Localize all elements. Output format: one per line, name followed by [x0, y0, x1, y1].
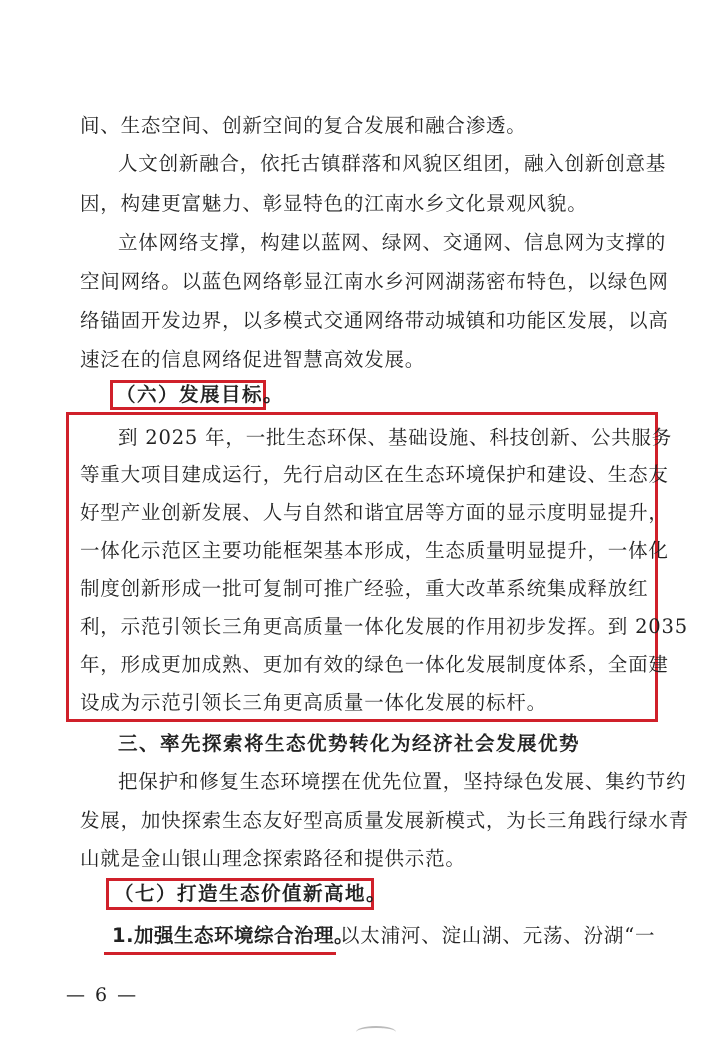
- page-number: — 6 —: [66, 984, 139, 1006]
- heading-7: （七）打造生态价值新高地。: [114, 882, 388, 905]
- body-line-3: 因，构建更富魅力、彰显特色的江南水乡文化景观风貌。: [80, 192, 588, 215]
- section-3-line-2: 发展，加快探索生态友好型高质量发展新模式，为长三角践行绿水青: [80, 809, 690, 832]
- body-line-4: 立体网络支撑，构建以蓝网、绿网、交通网、信息网为支撑的: [118, 231, 667, 254]
- goal-line-4: 一体化示范区主要功能框架基本形成，生态质量明显提升，一体化: [80, 539, 669, 562]
- body-line-5: 空间网络。以蓝色网络彰显江南水乡河网湖荡密布特色，以绿色网: [80, 270, 669, 293]
- goal-line-7: 年，形成更加成熟、更加有效的绿色一体化发展制度体系，全面建: [80, 653, 669, 676]
- goal-line-3: 好型产业创新发展、人与自然和谐宜居等方面的显示度明显提升，: [80, 501, 669, 524]
- goal-line-5: 制度创新形成一批可复制可推广经验，重大改革系统集成释放红: [80, 577, 649, 600]
- item-1-rest: 以太浦河、淀山湖、元荡、汾湖“一: [340, 924, 656, 947]
- goal-line-8: 设成为示范引领长三角更高质量一体化发展的标杆。: [80, 691, 547, 714]
- heading-6: （六）发展目标。: [116, 383, 285, 406]
- goal-line-1: 到 2025 年，一批生态环保、基础设施、科技创新、公共服务: [118, 426, 673, 449]
- body-line-6: 络锚固开发边界，以多模式交通网络带动城镇和功能区发展，以高: [80, 309, 669, 332]
- next-page-edge: [356, 1026, 396, 1038]
- section-3-title: 三、率先探索将生态优势转化为经济社会发展优势: [118, 732, 581, 755]
- goal-line-6: 利，示范引领长三角更高质量一体化发展的作用初步发挥。到 2035: [80, 615, 688, 638]
- goal-line-2: 等重大项目建成运行，先行启动区在生态环境保护和建设、生态友: [80, 463, 669, 486]
- body-line-2: 人文创新融合，依托古镇群落和风貌区组团，融入创新创意基: [118, 152, 667, 175]
- section-3-line-3: 山就是金山银山理念探索路径和提供示范。: [80, 847, 466, 870]
- body-line-1: 间、生态空间、创新空间的复合发展和融合渗透。: [80, 114, 527, 137]
- item-1-underline: [104, 952, 336, 955]
- item-1-label: 1.加强生态环境综合治理。: [112, 924, 354, 947]
- body-line-7: 速泛在的信息网络促进智慧高效发展。: [80, 348, 426, 371]
- section-3-line-1: 把保护和修复生态环境摆在优先位置，坚持绿色发展、集约节约: [118, 770, 687, 793]
